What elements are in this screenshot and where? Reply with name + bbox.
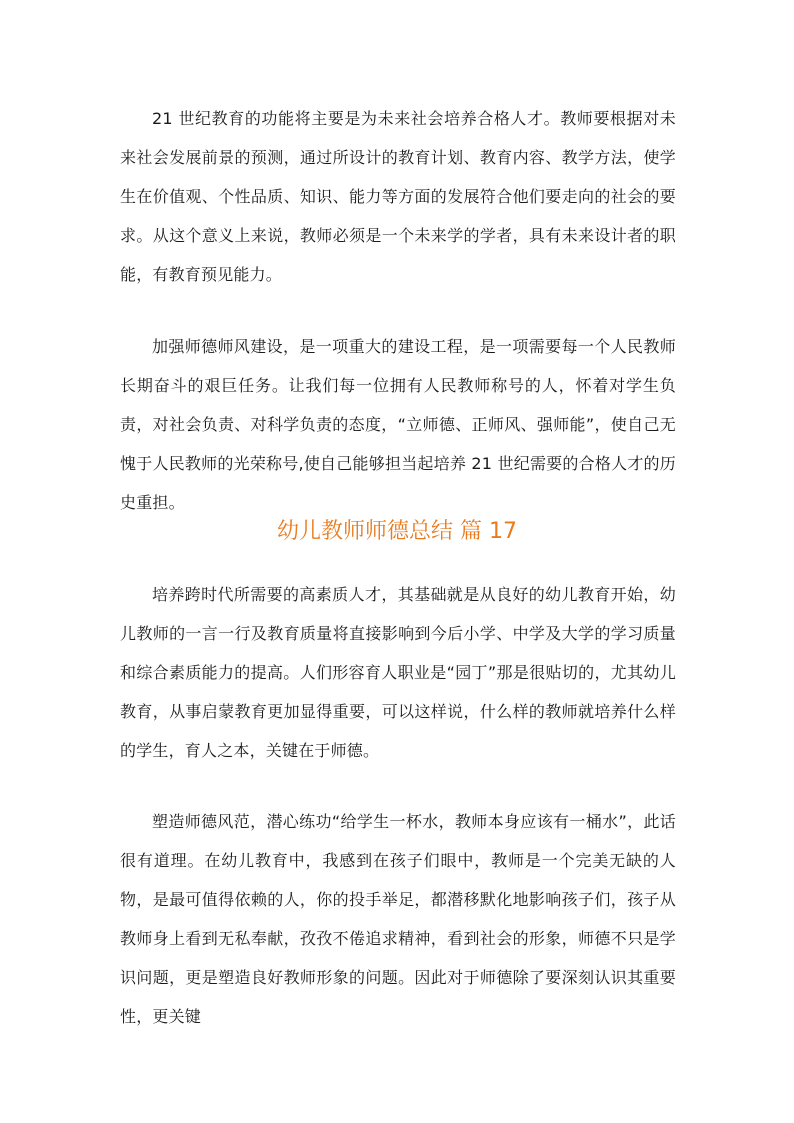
paragraph-kindergarten-education: 培养跨时代所需要的高素质人才，其基础就是从良好的幼儿教育开始，幼儿教师的一言一行及教育质量将直接影响到今后小学、中学及大学的学习质量和综合素质能力的提高。人们形容育人职业是“园丁”那是很贴切的，尤其幼儿教育，从事启蒙教育更加显得重要，可以这样说，什么样的教师就培养什么样的学生，育人之本，关键在于师德。 bbox=[120, 585, 676, 760]
paragraph-education-function: 21 世纪教育的功能将主要是为未来社会培养合格人才。教师要根据对未来社会发展前景的预测，通过所设计的教育计划、教育内容、教学方法，使学生在价值观、个性品质、知识、能力等方面的发展符合他们要走向的社会的要求。从这个意义上来说，教师必须是一个未来学的学者，具有未来设计者的职能，有教育预见能力。 bbox=[120, 109, 676, 284]
section-title: 幼儿教师师德总结 篇 17 bbox=[277, 519, 517, 544]
paragraph-shaping-ethics: 塑造师德风范，潜心练功“给学生一杯水，教师本身应该有一桶水”，此话很有道理。在幼儿教育中，我感到在孩子们眼中，教师是一个完美无缺的人物，是最可值得依赖的人，你的投手举足，都潜移默化地影响孩子们，孩子从教师身上看到无私奉献，孜孜不倦追求精神，看到社会的形象，师德不只是学识问题，更是塑造良好教师形象的问题。因此对于师德除了要深刻认识其重要性，更关键 bbox=[120, 812, 676, 1026]
paragraph-teacher-ethics-building: 加强师德师风建设，是一项重大的建设工程，是一项需要每一个人民教师长期奋斗的艰巨任务。让我们每一位拥有人民教师称号的人，怀着对学生负责，对社会负责、对科学负责的态度，“立师德、正师风、强师能”，使自己无愧于人民教师的光荣称号,使自己能够担当起培养 21 世纪需要的合格人才的历史重担。 bbox=[120, 337, 676, 512]
